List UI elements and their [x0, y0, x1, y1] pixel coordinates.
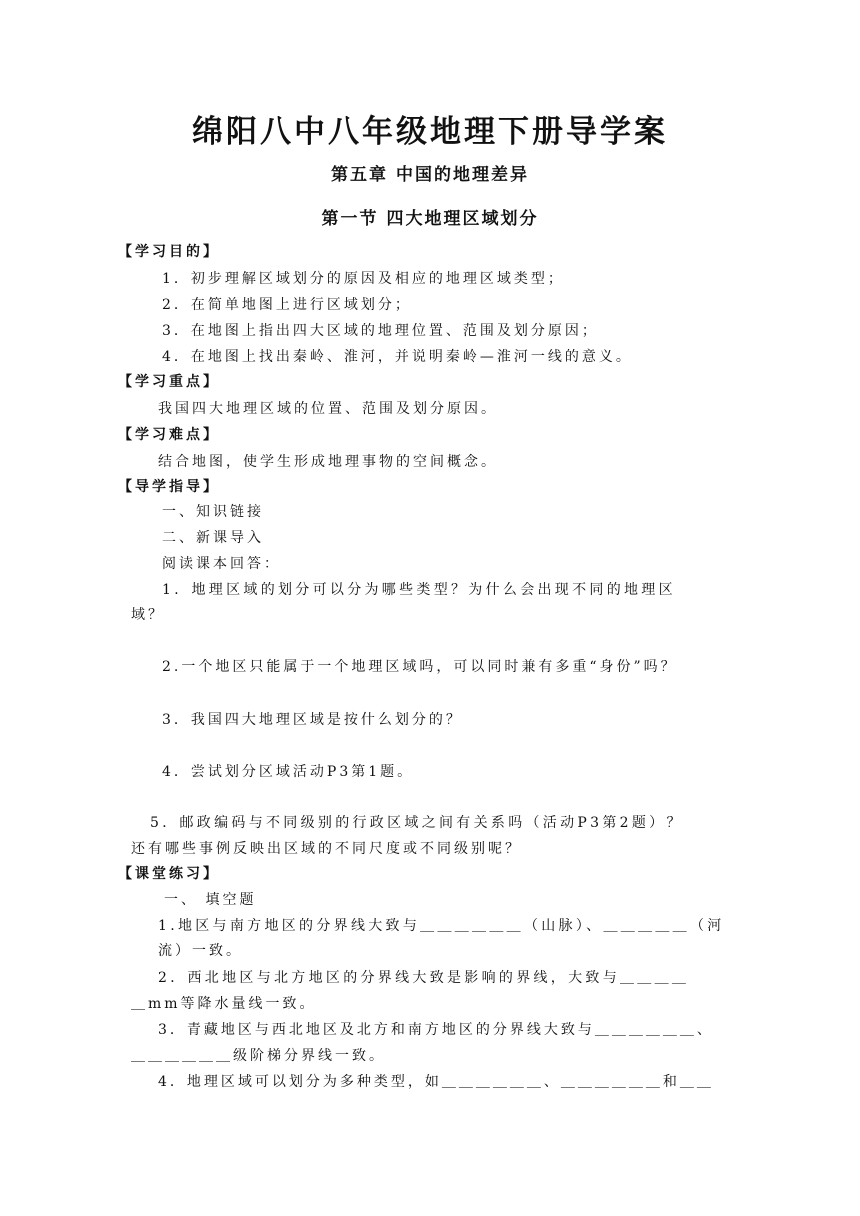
- practice-heading: 【课堂练习】: [118, 866, 220, 882]
- practice-subheading: 一、 填空题: [164, 892, 257, 908]
- practice-item: ＿＿＿＿＿＿级阶梯分界线一致。: [131, 1048, 386, 1064]
- guide-question: 3．我国四大地理区域是按什么划分的？: [162, 712, 463, 728]
- difficulties-text: 结合地图，使学生形成地理事物的空间概念。: [158, 454, 498, 470]
- guide-question: 还有哪些事例反映出区域的不同尺度或不同级别呢？: [131, 841, 522, 857]
- objective-item: 1．初步理解区域划分的原因及相应的地理区域类型；: [162, 271, 565, 287]
- guide-item: 一、知识链接: [162, 504, 264, 520]
- section-title: 第一节 四大地理区域划分: [321, 209, 539, 229]
- practice-item: ＿mm等降水量线一致。: [131, 996, 317, 1012]
- objective-item: 3．在地图上指出四大区域的地理位置、范围及划分原因；: [162, 323, 599, 339]
- practice-item: 1.地区与南方地区的分界线大致与＿＿＿＿＿＿（山脉）、＿＿＿＿＿（河: [158, 918, 725, 934]
- practice-item: 4．地理区域可以划分为多种类型，如＿＿＿＿＿＿、＿＿＿＿＿＿和＿＿: [158, 1074, 714, 1090]
- practice-item: 流）一致。: [158, 943, 243, 959]
- guide-item: 阅读课本回答：: [162, 556, 281, 572]
- objective-item: 2．在简单地图上进行区域划分；: [162, 297, 412, 313]
- guide-heading: 【导学指导】: [118, 479, 220, 495]
- document-title: 绵阳八中八年级地理下册导学案: [192, 114, 668, 150]
- objective-item: 4．在地图上找出秦岭、淮河，并说明秦岭—淮河一线的意义。: [162, 349, 633, 365]
- objectives-heading: 【学习目的】: [118, 244, 220, 260]
- practice-item: 3．青藏地区与西北地区及北方和南方地区的分界线大致与＿＿＿＿＿＿、: [158, 1022, 714, 1038]
- guide-question: 域？: [131, 607, 165, 623]
- guide-question: 1．地理区域的划分可以分为哪些类型？为什么会出现不同的地理区: [162, 582, 676, 598]
- practice-item: 2．西北地区与北方地区的分界线大致是影响的界线，大致与＿＿＿＿: [158, 970, 690, 986]
- guide-question: 4．尝试划分区域活动P3第1题。: [162, 764, 415, 780]
- guide-item: 二、新课导入: [162, 530, 264, 546]
- keypoints-text: 我国四大地理区域的位置、范围及划分原因。: [158, 401, 498, 417]
- guide-question: 2.一个地区只能属于一个地理区域吗，可以同时兼有多重“身份”吗？: [162, 659, 678, 675]
- guide-question: 5．邮政编码与不同级别的行政区域之间有关系吗（活动P3第2题）？: [150, 815, 684, 831]
- keypoints-heading: 【学习重点】: [118, 374, 220, 390]
- chapter-title: 第五章 中国的地理差异: [331, 165, 529, 185]
- difficulties-heading: 【学习难点】: [118, 427, 220, 443]
